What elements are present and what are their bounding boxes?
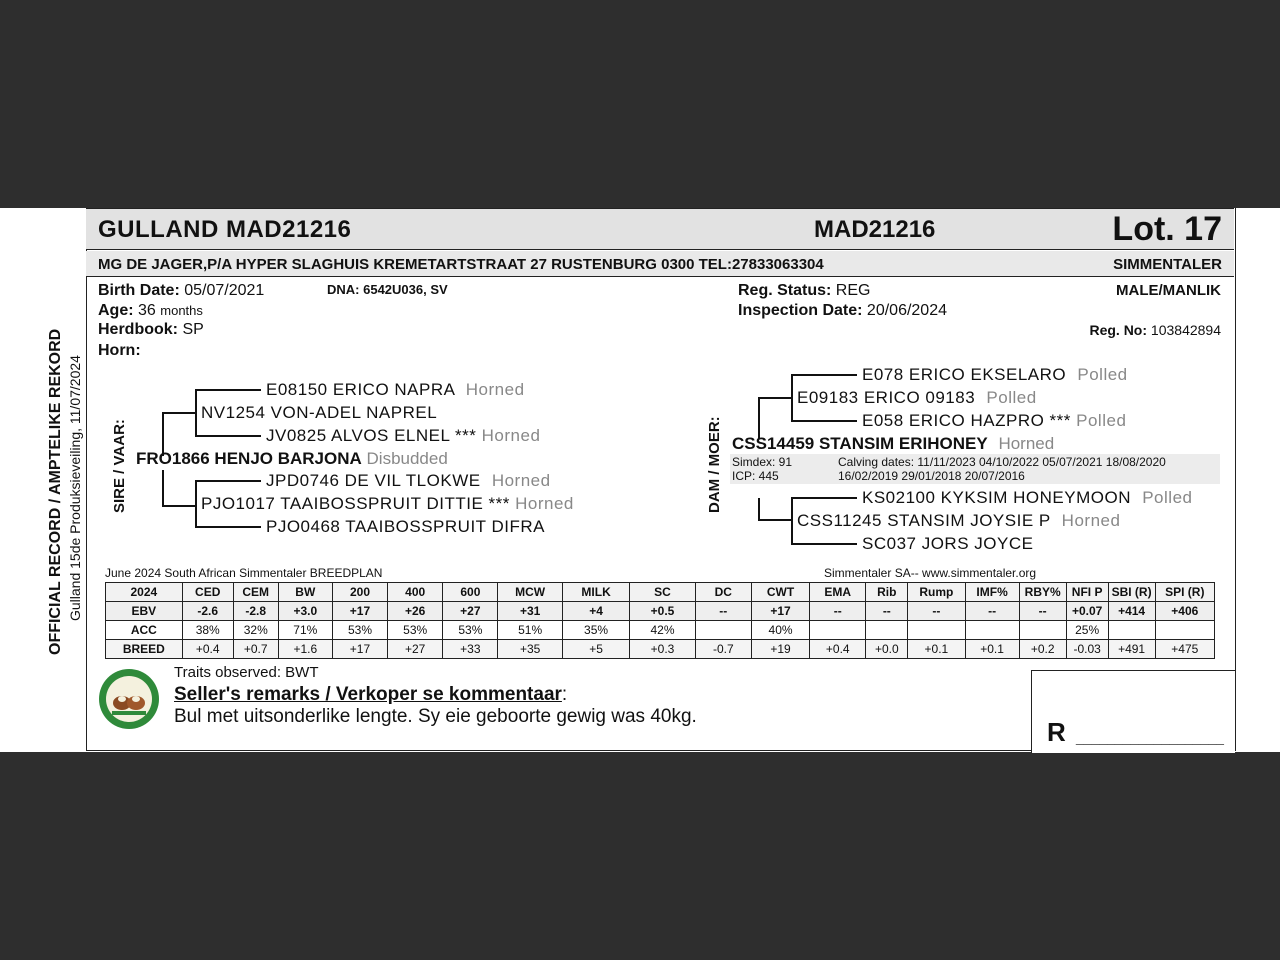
price-box[interactable] [1031,670,1235,753]
table-cell: -0.03 [1066,640,1108,659]
pedigree-name: KS02100 KYKSIM HONEYMOON [862,488,1131,507]
reg-no-label: Reg. No: [1089,322,1148,338]
table-cell: MCW [498,583,562,602]
remarks-heading-text: Seller's remarks / Verkoper se kommentaar [174,684,562,705]
table-cell: Rump [908,583,965,602]
table-cell [965,621,1019,640]
dam-tree-line [791,497,857,499]
table-cell: +31 [498,602,562,621]
table-cell: 53% [443,621,498,640]
dam-dam-sire [862,488,1192,508]
table-cell: +475 [1155,640,1214,659]
pedigree-name: JPD0746 DE VIL TLOKWE [266,471,481,490]
row-label: EBV [106,602,183,621]
table-cell: -- [810,602,866,621]
pedigree-name: JV0825 ALVOS ELNEL *** [266,426,477,445]
age [98,302,203,320]
table-cell: DC [695,583,751,602]
table-cell: -- [965,602,1019,621]
table-cell: 53% [332,621,387,640]
sex-label: MALE/MANLIK [1116,282,1221,299]
table-cell: CWT [751,583,809,602]
official-record-label: OFFICIAL RECORD / AMPTELIKE REKORD [47,328,64,655]
dam-performance-box [730,454,1220,484]
calving-dates-more: 16/02/2019 29/01/2018 20/07/2016 [838,469,1025,483]
catalogue-sheet [0,208,1280,752]
table-cell: NFI P [1066,583,1108,602]
dam-sire-sire [862,365,1128,385]
inspection-date [738,302,947,320]
table-cell: 51% [498,621,562,640]
horn-status: Horned [998,434,1055,453]
table-cell: -2.6 [182,602,233,621]
simmentaler-sa-logo-icon [98,668,160,730]
table-cell: -2.8 [233,602,278,621]
breedplan-caption: June 2024 South African Simmentaler BREEDPLAN [105,566,383,580]
horn-status: Horned [515,494,574,513]
table-cell: +0.7 [233,640,278,659]
sire-tree-line [162,470,164,506]
table-cell: +35 [498,640,562,659]
herdbook-label: Herdbook: [98,321,178,338]
table-cell: +406 [1155,602,1214,621]
birth-date-value: 05/07/2021 [184,282,265,299]
age-value: 36 [138,302,156,319]
reg-status-label: Reg. Status: [738,282,832,299]
pedigree-name: CSS11245 STANSIM JOYSIE P [797,511,1051,530]
horn-status: Disbudded [366,449,448,468]
table-cell [810,621,866,640]
remarks-colon: : [561,684,568,705]
table-cell: SBI (R) [1108,583,1155,602]
pedigree-name: CSS14459 STANSIM ERIHONEY [732,434,988,453]
simdex-value: Simdex: 91 [732,455,793,469]
table-cell: +5 [562,640,629,659]
calving-dates: Calving dates: 11/11/2023 04/10/2022 05/07/2021 18/08/2020 [838,455,1166,469]
dam-tree-line [758,397,792,399]
table-cell: -0.7 [695,640,751,659]
dam-tree-line [791,420,857,422]
sire-tree-line [162,412,196,414]
price-blank-line: ___________________ [1076,729,1224,745]
animal-id: MAD21216 [814,216,936,243]
table-cell: +17 [332,640,387,659]
icp-value: ICP: 445 [732,469,779,483]
table-cell: -- [1019,602,1066,621]
birth-date-label: Birth Date: [98,282,180,299]
sire-name [136,449,448,469]
remarks-text: Bul met uitsonderlike lengte. Sy eie geboorte gewig was 40kg. [174,706,697,727]
lot-number: Lot. 17 [1112,210,1222,248]
table-cell: +0.4 [810,640,866,659]
table-cell: EMA [810,583,866,602]
animal-title: GULLAND MAD21216 [98,216,352,243]
table-cell: Rib [866,583,908,602]
table-cell: 38% [182,621,233,640]
horn-label: Horn: [98,342,141,359]
dam-name [732,434,1054,454]
pedigree-name: PJO1017 TAAIBOSSPRUIT DITTIE *** [201,494,510,513]
dam-sire [797,388,1037,408]
table-cell: 53% [388,621,443,640]
table-cell: +0.4 [182,640,233,659]
table-cell: -- [908,602,965,621]
age-unit: months [160,303,203,318]
dam-sire-dam [862,411,1126,431]
horn-status: Polled [1077,365,1128,384]
row-label: BREED [106,640,183,659]
horn-status: Horned [491,471,551,490]
dam-label: DAM / MOER: [706,416,723,513]
herdbook-value: SP [182,321,204,338]
table-cell: CED [182,583,233,602]
sire-dam-sire [266,471,551,491]
inspection-date-label: Inspection Date: [738,302,863,319]
table-cell: BW [278,583,332,602]
table-cell: -- [695,602,751,621]
table-cell [1155,621,1214,640]
pedigree-name: E08150 ERICO NAPRA [266,380,455,399]
table-cell: -- [866,602,908,621]
dam-tree-line [791,374,793,420]
table-cell: +491 [1108,640,1155,659]
ebv-header-row [106,583,1215,602]
table-cell [1019,621,1066,640]
ebv-row [106,602,1215,621]
table-cell: SC [630,583,695,602]
price-currency: R [1047,717,1066,747]
table-cell: +0.5 [630,602,695,621]
age-label: Age: [98,302,134,319]
horn-status: Horned [465,380,525,399]
horn-status: Polled [1142,488,1193,507]
reg-status [738,282,870,300]
sire-sire: NV1254 VON-ADEL NAPREL [201,403,438,422]
title-bar [86,208,1234,250]
sire-tree-line [195,526,261,528]
horn-status: Horned [481,426,541,445]
table-cell: 400 [388,583,443,602]
table-cell: 71% [278,621,332,640]
horn-status: Horned [1061,511,1121,530]
owner-address: MG DE JAGER,P/A HYPER SLAGHUIS KREMETARTSTRAAT 27 RUSTENBURG 0300 TEL:27833063304 [98,256,824,273]
ebv-table [105,582,1215,659]
breedplan-website: Simmentaler SA-- www.simmentaler.org [824,566,1037,580]
acc-row [106,621,1215,640]
dna-info: DNA: 6542U036, SV [327,282,448,297]
owner-bar [86,251,1234,277]
table-cell: IMF% [965,583,1019,602]
table-cell: +4 [562,602,629,621]
row-label: 2024 [106,583,183,602]
pedigree-name: FRO1866 HENJO BARJONA [136,449,362,468]
dam-tree-line [791,543,857,545]
table-cell: SPI (R) [1155,583,1214,602]
table-cell: 42% [630,621,695,640]
table-cell: 600 [443,583,498,602]
reg-status-value: REG [835,282,871,299]
table-cell: 200 [332,583,387,602]
sire-tree-line [195,480,197,526]
sire-sire-sire [266,380,525,400]
table-cell: +19 [751,640,809,659]
table-cell [695,621,751,640]
table-cell: +33 [443,640,498,659]
table-cell: MILK [562,583,629,602]
dam-tree-line [758,397,760,439]
table-cell: +0.1 [908,640,965,659]
table-cell: 32% [233,621,278,640]
table-cell [1108,621,1155,640]
table-cell: RBY% [1019,583,1066,602]
sire-dam-dam: PJO0468 TAAIBOSSPRUIT DIFRA [266,517,545,536]
dam-tree-line [791,374,857,376]
breed-average-row [106,640,1215,659]
reg-no-value: 103842894 [1150,322,1221,338]
sire-tree-line [195,480,261,482]
pedigree-name: E09183 ERICO 09183 [797,388,976,407]
pedigree-name: E058 ERICO HAZPRO *** [862,411,1071,430]
dam-dam-dam: SC037 JORS JOYCE [862,534,1034,553]
dam-tree-line [758,498,760,520]
table-cell: 35% [562,621,629,640]
sale-name-label: Gulland 15de Produksieveiling, 11/07/2024 [67,355,83,621]
pedigree-name: E078 ERICO EKSELARO [862,365,1067,384]
table-cell: +414 [1108,602,1155,621]
sire-dam [201,494,574,514]
table-cell: CEM [233,583,278,602]
table-cell: +17 [751,602,809,621]
table-cell: +0.2 [1019,640,1066,659]
traits-observed: Traits observed: BWT [174,664,319,681]
horn-status: Polled [1076,411,1127,430]
dam-dam [797,511,1120,531]
sire-tree-line [195,389,197,435]
table-cell: +0.1 [965,640,1019,659]
table-cell: +0.3 [630,640,695,659]
dam-tree-line [758,519,792,521]
sire-tree-line [162,505,196,507]
reg-no [1089,322,1221,338]
table-cell: 25% [1066,621,1108,640]
breed-label: SIMMENTALER [1113,256,1222,273]
table-cell: +27 [388,640,443,659]
sire-tree-line [195,389,261,391]
herdbook [98,321,204,339]
table-cell: +0.07 [1066,602,1108,621]
table-cell [908,621,965,640]
sire-tree-line [195,435,261,437]
sire-sire-dam [266,426,540,446]
sire-label: SIRE / VAAR: [111,419,128,513]
table-cell: +0.0 [866,640,908,659]
table-cell: +26 [388,602,443,621]
inspection-date-value: 20/06/2024 [866,302,947,319]
horn-status: Polled [986,388,1037,407]
table-cell: +3.0 [278,602,332,621]
dam-tree-line [791,497,793,543]
table-cell: +27 [443,602,498,621]
birth-date [98,282,264,300]
table-cell: +1.6 [278,640,332,659]
table-cell [866,621,908,640]
table-cell: 40% [751,621,809,640]
row-label: ACC [106,621,183,640]
remarks-heading [174,684,567,706]
table-cell: +17 [332,602,387,621]
